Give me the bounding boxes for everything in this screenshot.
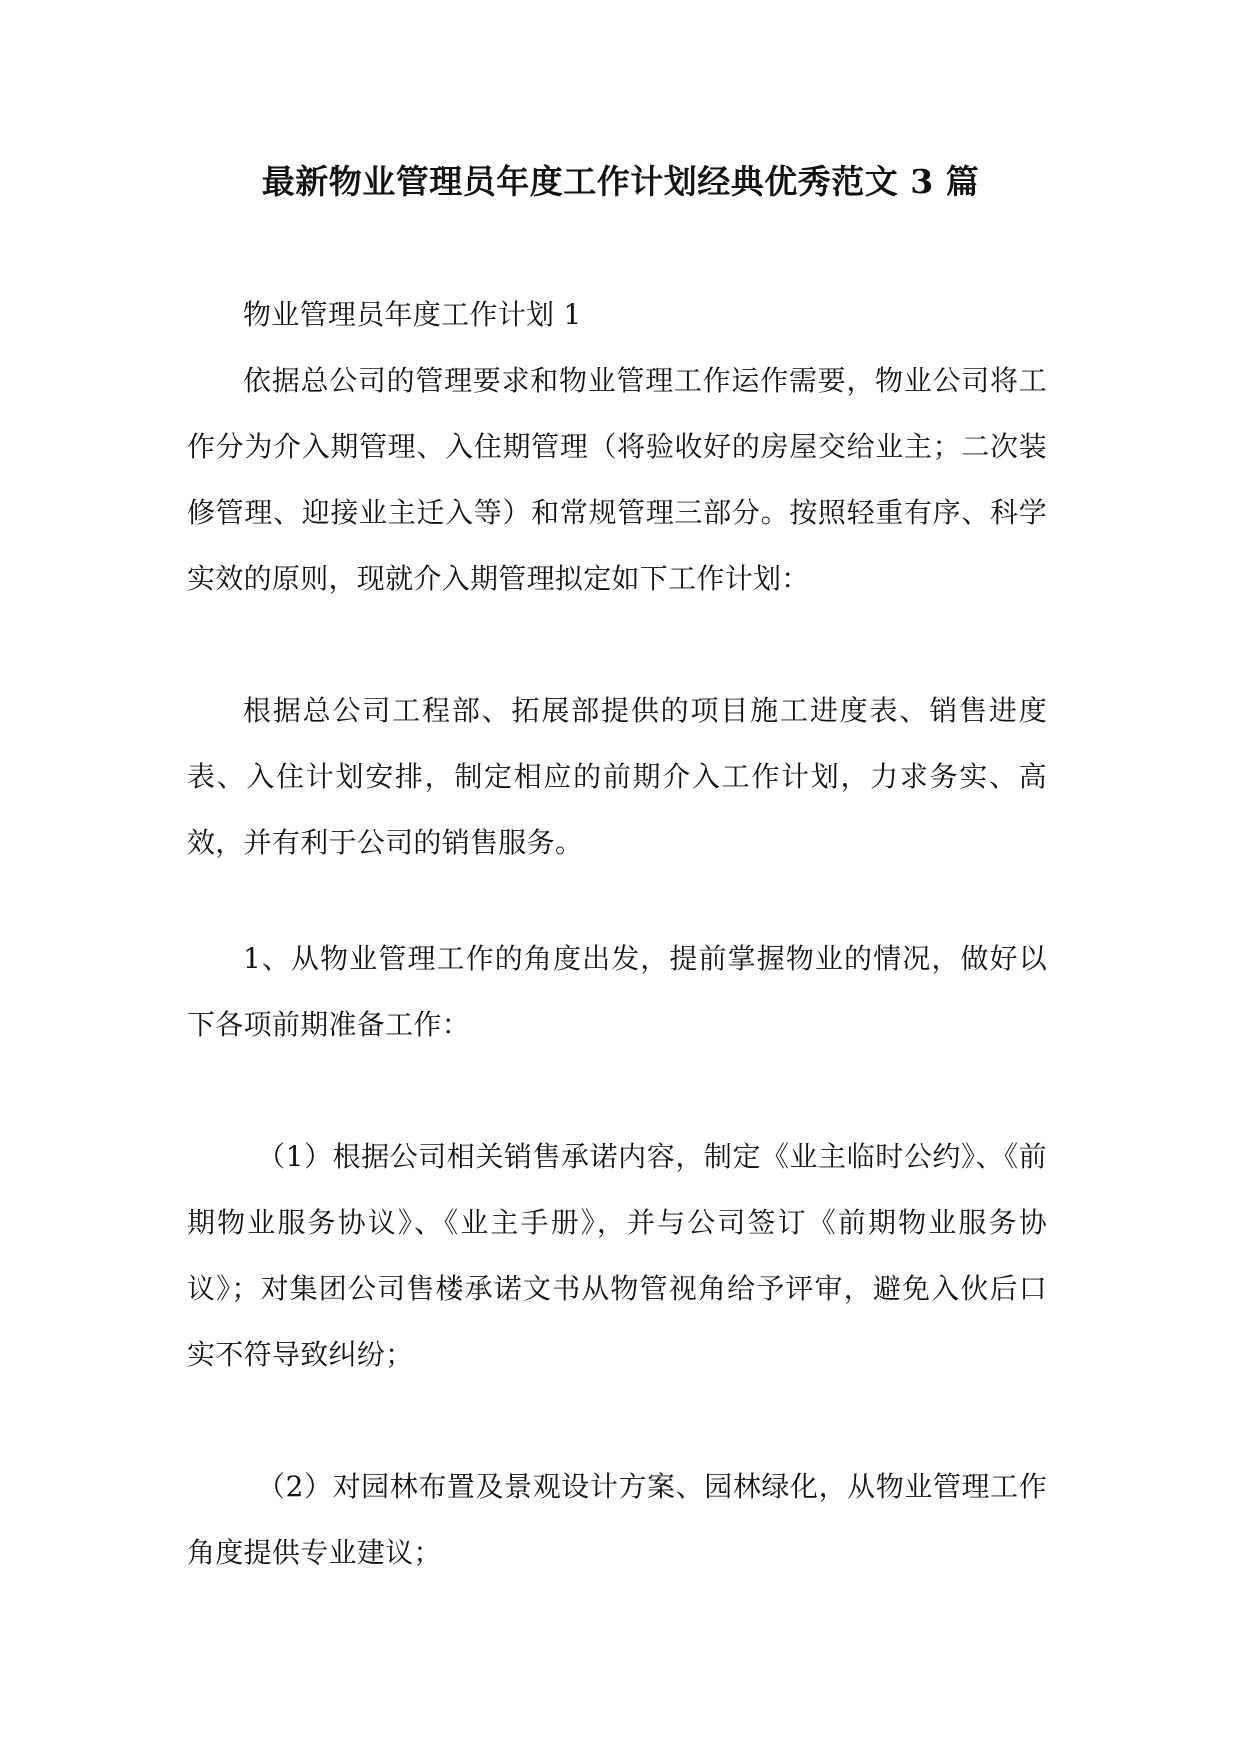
document-title: 最新物业管理员年度工作计划经典优秀范文 3 篇	[261, 162, 980, 201]
paragraph-subitem-2: （2）对园林布置及景观设计方案、园林绿化，从物业管理工作角度提供专业建议；	[187, 1470, 1047, 1569]
paragraph-intro: 依据总公司的管理要求和物业管理工作运作需要，物业公司将工作分为介入期管理、入住期管理（将验收好的房屋交给业主；二次装修管理、迎接业主迁入等）和常规管理三部分。按照轻重有序、科学实效的原则，现就介入期管理拟定如下工作计划：	[187, 364, 1047, 595]
paragraph-plan-basis: 根据总公司工程部、拓展部提供的项目施工进度表、销售进度表、入住计划安排，制定相应的前期介入工作计划，力求务实、高效，并有利于公司的销售服务。	[187, 694, 1047, 859]
paragraph-item-1: 1、从物业管理工作的角度出发，提前掌握物业的情况，做好以下各项前期准备工作：	[187, 942, 1047, 1041]
paragraph-subitem-1: （1）根据公司相关销售承诺内容，制定《业主临时公约》、《前期物业服务协议》、《业主手册》，并与公司签订《前期物业服务协议》；对集团公司售楼承诺文书从物管视角给予评审，避免入伙后口实不符导致纠纷；	[187, 1140, 1047, 1371]
section-heading: 物业管理员年度工作计划 1	[243, 298, 582, 331]
